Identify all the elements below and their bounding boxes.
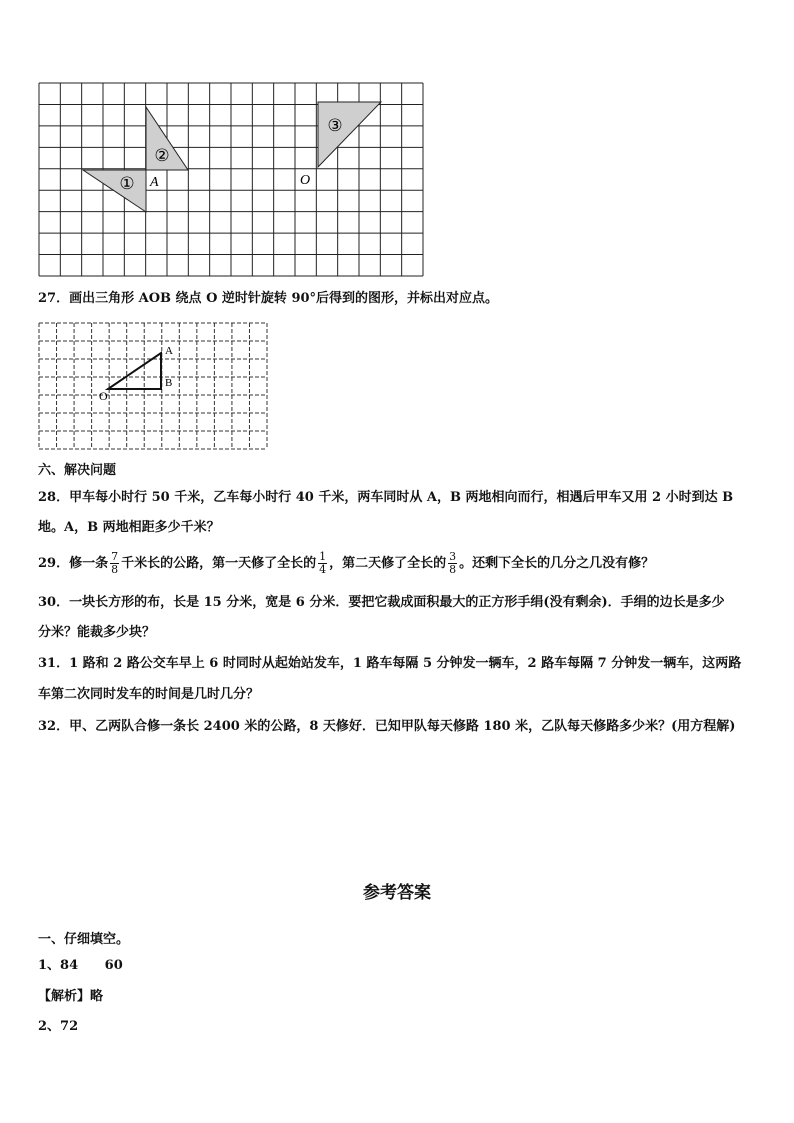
triangle-aob-grid-figure	[38, 322, 268, 452]
question-28-line-1: 28．甲车每小时行 50 千米，乙车每小时行 40 千米，两车同时从 A，B 两地相向而行，相遇后甲车又用 2 小时到达 B	[38, 490, 734, 505]
shape-1-label: ①	[119, 174, 135, 194]
question-30-line-1: 30．一块长方形的布，长是 15 分米，宽是 6 分米．要把它裁成面积最大的正方形手绢(没有剩余)．手绢的边长是多少	[38, 595, 725, 610]
shape-3-label: ③	[327, 116, 343, 136]
point-o-label: O	[300, 173, 311, 188]
triangle-aob	[108, 353, 161, 389]
fraction-3-8: $\frac{3}{8}$	[449, 550, 457, 576]
question-31-line-2: 车第二次同时发车的时间是几时几分？	[38, 687, 260, 702]
rotation-grid-figure	[38, 82, 424, 278]
question-28-line-2: 地。A，B 两地相距多少千米？	[38, 520, 220, 535]
q29-part-1: 29．修一条	[38, 556, 109, 571]
q29-part-3: ，第二天修了全长的	[329, 556, 447, 571]
triangle-point-b: B	[165, 377, 173, 389]
triangle-point-o: O	[99, 389, 108, 403]
question-32: 32．甲、乙两队合修一条长 2400 米的公路，8 天修好．已知甲队每天修路 180 米，乙队每天修路多少米？(用方程解)	[38, 719, 736, 734]
answer-key-title: 参考答案	[363, 883, 431, 903]
answer-1-second: 60	[104, 958, 123, 973]
shape-2-label: ②	[154, 146, 170, 166]
answer-1-first: 1、84	[38, 958, 79, 973]
answer-1	[38, 957, 123, 975]
question-31-line-1: 31．1 路和 2 路公交车早上 6 时同时从起始站发车，1 路车每隔 5 分钟发一辆车，2 路车每隔 7 分钟发一辆车，这两路	[38, 656, 742, 671]
fraction-7-8: $\frac{7}{8}$	[111, 550, 119, 576]
answer-2: 2、72	[38, 1019, 79, 1034]
fraction-1-4: $\frac{1}{4}$	[319, 550, 327, 576]
answer-section-1-heading: 一、仔细填空。	[38, 932, 130, 947]
question-29	[38, 550, 654, 578]
q29-part-4: 。还剩下全长的几分之几没有修？	[459, 556, 655, 571]
q29-part-2: 千米长的公路，第一天修了全长的	[121, 556, 317, 571]
triangle-point-a: A	[165, 345, 173, 357]
question-30-line-2: 分米？能裁多少块？	[38, 625, 156, 640]
shape-1-triangle	[83, 170, 146, 212]
question-27: 27．画出三角形 AOB 绕点 O 逆时针旋转 90°后得到的图形，并标出对应点。	[38, 291, 499, 306]
dashed-grid-lines	[39, 323, 267, 449]
section-6-heading: 六、解决问题	[38, 463, 117, 478]
point-a-label: A	[150, 175, 159, 190]
answer-1-analysis: 【解析】略	[38, 989, 104, 1004]
